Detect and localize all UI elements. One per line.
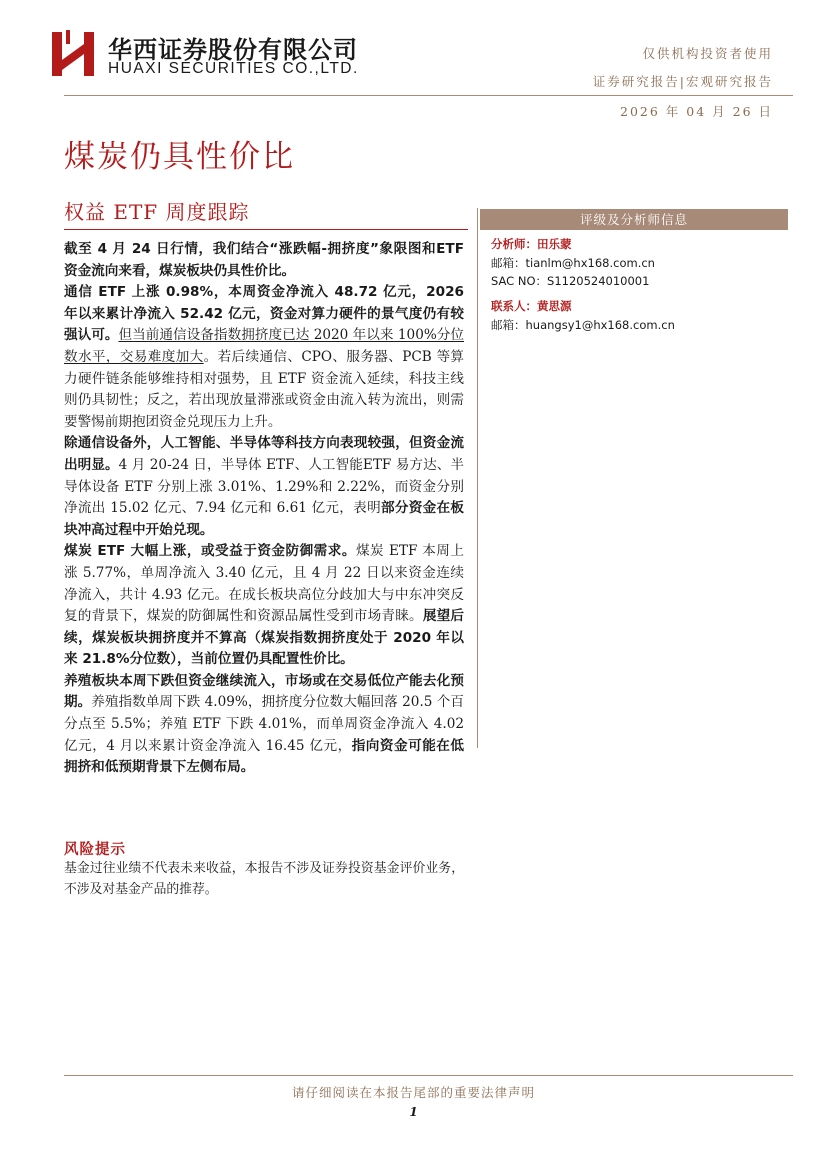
company-name-en: HUAXI SECURITIES CO.,LTD. <box>108 60 359 77</box>
huaxi-logo-icon <box>52 30 94 78</box>
paragraph-3-bold: 除通信设备外，人工智能、半导体等科技方向表现较强，但资金流出明显。 <box>64 435 464 473</box>
paragraph-5-bold: 养殖板块本周下跌但资金继续流入，市场或在交易低位产能去化预期。 <box>64 672 464 711</box>
paragraph-3 <box>64 433 464 541</box>
analyst-email[interactable]: 邮箱：tianlm@hx168.com.cn <box>491 255 655 270</box>
analyst-info <box>491 235 655 291</box>
paragraph-2 <box>64 282 464 433</box>
subtitle-divider <box>64 229 468 230</box>
report-body <box>64 239 464 779</box>
analyst-sac: SAC NO：S1120524010001 <box>491 274 650 288</box>
paragraph-5 <box>64 671 464 779</box>
header-divider <box>64 95 793 96</box>
report-date: 2026 年 04 月 26 日 <box>620 104 773 119</box>
analyst-name: 分析师：田乐蒙 <box>491 237 572 251</box>
sidebar-divider <box>477 208 478 748</box>
legal-notice: 请仔细阅读在本报告尾部的重要法律声明 <box>291 1085 535 1100</box>
paragraph-2-underline: 但当前通信设备指数拥挤度已达 2020 年以来 100%分位数水平，交易难度加大 <box>64 327 465 365</box>
paragraph-5-text: 养殖指数单周下跌 4.09%，拥挤度分位数大幅回落 20.5 个百分点至 5.5%；养殖 ETF 下跌 4.01%，而单周资金净流入 4.02 亿元，4 月以来累计资金净流入 16.45 亿元， <box>64 694 464 754</box>
paragraph-1 <box>64 239 464 282</box>
contact-email[interactable]: 邮箱：huangsy1@hx168.com.cn <box>491 317 675 332</box>
sidebar-heading: 评级及分析师信息 <box>480 209 788 230</box>
paragraph-2-text: 。若后续通信、CPO、服务器、PCB 等算力硬件链条能够维持相对强势，且 ETF 资金流入延续，科技主线则仍具韧性；反之，若出现放量滞涨或资金由流入转为流出，则需要警惕前期抱团资金兑现压力上升。 <box>64 348 464 430</box>
page-number: 1 <box>409 1105 418 1119</box>
contact-info <box>491 297 675 334</box>
audience-note: 仅供机构投资者使用 <box>642 46 773 61</box>
paragraph-3-text: 4 月 20-24 日，半导体 ETF、人工智能ETF 易方达、半导体设备 ETF 分别上涨 3.01%、1.29%和 2.22%，而资金分别净流出 15.02 亿元、7.94 亿元和 6.61 亿元，表明 <box>64 456 464 517</box>
paragraph-4-bold-end: 展望后续，煤炭板块拥挤度并不算高（煤炭指数拥挤度处于 2020 年以来 21.8%分位数），当前位置仍具配置性价比。 <box>64 608 465 668</box>
contact-name: 联系人：黄思源 <box>491 299 572 313</box>
paragraph-4-text: 煤炭 ETF 本周上涨 5.77%，单周净流入 3.40 亿元，且 4 月 22 日以来资金连续净流入，共计 4.93 亿元。在成长板块高位分歧加大与中东冲突反复的背景下，煤炭的防御属性和资源品属性受到市场青睐。 <box>64 543 464 625</box>
risk-text: 基金过往业绩不代表未来收益，本报告不涉及证券投资基金评价业务，不涉及对基金产品的推荐。 <box>64 861 464 897</box>
report-type: 证券研究报告|宏观研究报告 <box>592 74 773 89</box>
paragraph-5-bold-end: 指向资金可能在低拥挤和低预期背景下左侧布局。 <box>64 737 464 776</box>
paragraph-4-bold: 煤炭 ETF 大幅上涨，或受益于资金防御需求。 <box>64 543 356 560</box>
company-name-cn: 华西证券股份有限公司 <box>108 36 358 64</box>
report-title: 煤炭仍具性价比 <box>64 139 295 175</box>
paragraph-1-bold: 截至 4 月 24 日行情，我们结合“涨跌幅-拥挤度”象限图和ETF 资金流向来看，煤炭板块仍具性价比。 <box>64 241 464 279</box>
risk-title: 风险提示 <box>64 842 126 858</box>
footer-divider <box>64 1075 793 1076</box>
paragraph-3-bold-end: 部分资金在板块冲高过程中开始兑现。 <box>64 500 465 538</box>
paragraph-2-bold: 通信 ETF 上涨 0.98%，本周资金净流入 48.72 亿元，2026 年以来累计净流入 52.42 亿元，资金对算力硬件的景气度仍有较强认可。 <box>64 284 464 344</box>
report-subtitle: 权益 ETF 周度跟踪 <box>64 200 250 224</box>
paragraph-4 <box>64 541 464 671</box>
